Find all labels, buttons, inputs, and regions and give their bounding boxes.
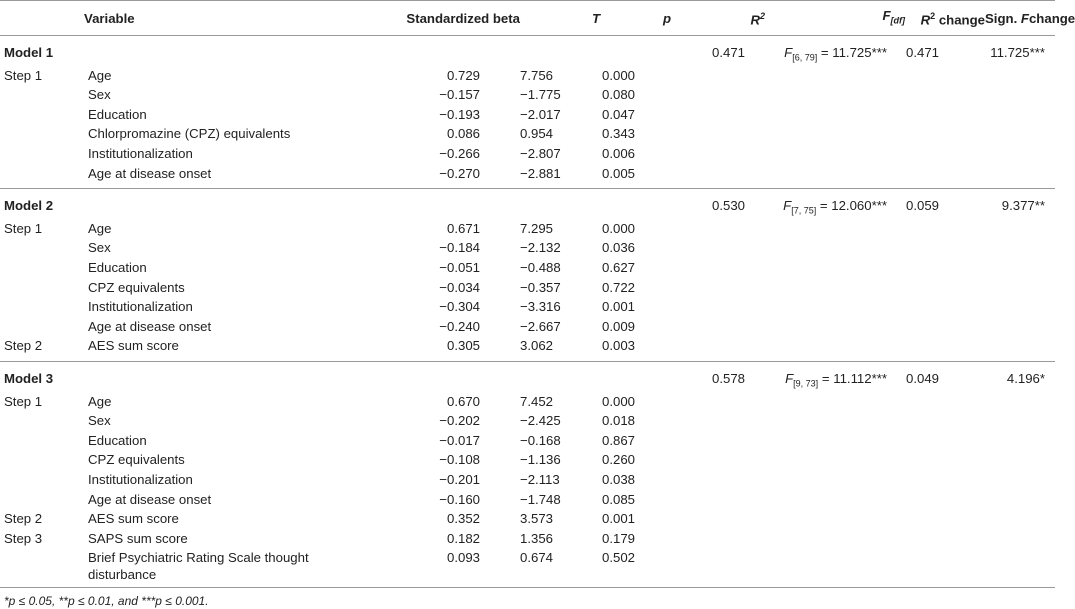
t-value: −2.132 (520, 240, 561, 256)
empty-cell (765, 318, 905, 338)
header-r-squared-change: $R^2$ change (905, 1, 985, 36)
empty-cell (905, 165, 985, 189)
empty-cell (765, 259, 905, 279)
empty-cell (985, 86, 1055, 106)
t-value: 3.062 (520, 338, 554, 354)
header-t: T (520, 1, 600, 36)
t-value: 0.954 (520, 126, 554, 142)
standardized-beta-value: −0.034 (439, 279, 480, 295)
empty-cell (905, 549, 985, 588)
empty-cell (671, 318, 765, 338)
empty-cell (985, 279, 1055, 299)
empty-cell (671, 67, 765, 87)
p-value: 0.000 (601, 220, 635, 236)
model-label: Model 1 (4, 45, 54, 60)
empty-cell (671, 125, 765, 145)
t-value: 7.756 (520, 67, 554, 83)
variable-name: Chlorpromazine (CPZ) equivalents (88, 126, 291, 142)
table-row (0, 86, 1055, 106)
t-value: −0.488 (520, 260, 561, 276)
model-r-squared: 0.578 (711, 371, 745, 386)
table-row (0, 491, 1055, 511)
empty-cell (671, 393, 765, 413)
variable-name: Brief Psychiatric Rating Scale thought disturbance (88, 550, 309, 583)
step-label (0, 471, 84, 491)
p-value: 0.001 (601, 299, 635, 315)
model-r-squared-change: 0.049 (905, 371, 939, 386)
empty-cell (671, 337, 765, 361)
table-row (0, 337, 1055, 361)
step-label (0, 259, 84, 279)
empty-cell (671, 549, 765, 588)
empty-cell (905, 451, 985, 471)
header-sign-f-change: Sign. Fchange (985, 1, 1055, 36)
empty-cell (985, 337, 1055, 361)
empty-cell (905, 298, 985, 318)
empty-cell (765, 220, 905, 240)
empty-cell (905, 220, 985, 240)
standardized-beta-value: 0.729 (446, 67, 480, 83)
empty-cell (765, 86, 905, 106)
step-label: Step 1 (4, 220, 43, 236)
standardized-beta-value: −0.240 (439, 318, 480, 334)
model-header-row (0, 362, 1055, 393)
model-label: Model 3 (4, 371, 54, 386)
empty-cell (985, 67, 1055, 87)
standardized-beta-value: −0.193 (439, 106, 480, 122)
table-row (0, 451, 1055, 471)
variable-name: Age at disease onset (88, 491, 212, 507)
model-f-statistic: $F_{[7, 75]} = 12.060***$ (783, 198, 887, 216)
standardized-beta-value: −0.108 (439, 452, 480, 468)
model-sign-f-change: 4.196* (1006, 371, 1045, 386)
empty-cell (985, 125, 1055, 145)
t-value: −0.168 (520, 432, 561, 448)
variable-name: Age at disease onset (88, 165, 212, 181)
model-1-block (0, 36, 1055, 189)
t-value: −0.357 (520, 279, 561, 295)
empty-cell (985, 239, 1055, 259)
variable-name: AES sum score (88, 338, 179, 354)
empty-cell (765, 432, 905, 452)
p-value: 0.085 (601, 491, 635, 507)
table-row (0, 239, 1055, 259)
p-value: 0.627 (601, 260, 635, 276)
standardized-beta-value: 0.305 (446, 338, 480, 354)
variable-name: Institutionalization (88, 146, 193, 162)
standardized-beta-value: −0.157 (439, 87, 480, 103)
empty-cell (765, 471, 905, 491)
p-value: 0.722 (601, 279, 635, 295)
empty-cell (520, 189, 600, 220)
table-row (0, 165, 1055, 189)
model-r-squared: 0.530 (711, 198, 745, 214)
t-value: 7.452 (520, 393, 554, 409)
table-row (0, 279, 1055, 299)
empty-cell (671, 530, 765, 550)
empty-cell (671, 239, 765, 259)
header-step (0, 1, 84, 36)
empty-cell (671, 412, 765, 432)
empty-cell (671, 86, 765, 106)
standardized-beta-value: −0.160 (439, 491, 480, 507)
model-3-block (0, 362, 1055, 588)
p-value: 0.179 (601, 530, 635, 546)
empty-cell (340, 362, 520, 393)
empty-cell (765, 279, 905, 299)
t-value: −2.113 (520, 472, 560, 488)
empty-cell (340, 189, 520, 220)
empty-cell (905, 259, 985, 279)
header-r-squared: $R^2$ (671, 1, 765, 36)
empty-cell (765, 145, 905, 165)
t-value: −1.136 (520, 452, 561, 468)
model-r-squared-change: 0.059 (905, 198, 939, 214)
variable-name: Age (88, 67, 112, 83)
empty-cell (600, 189, 671, 220)
empty-cell (985, 510, 1055, 530)
step-label: Step 1 (4, 393, 43, 409)
empty-cell (765, 393, 905, 413)
standardized-beta-value: −0.051 (439, 260, 480, 276)
empty-cell (765, 106, 905, 126)
empty-cell (905, 106, 985, 126)
model-r-squared-change: 0.471 (905, 45, 939, 60)
step-label: Step 1 (4, 67, 43, 83)
t-value: −3.316 (520, 299, 561, 315)
variable-name: Education (88, 432, 147, 448)
standardized-beta-value: −0.201 (439, 472, 480, 488)
t-value: −1.748 (520, 491, 561, 507)
header-p: p (600, 1, 671, 36)
empty-cell (765, 67, 905, 87)
step-label (0, 125, 84, 145)
empty-cell (340, 36, 520, 67)
p-value: 0.038 (601, 472, 635, 488)
header-variable: Variable (84, 1, 340, 36)
table-header (0, 1, 1075, 36)
header-standardized-beta: Standardized beta (340, 1, 520, 36)
p-value: 0.047 (601, 106, 635, 122)
step-label (0, 279, 84, 299)
step-label (0, 145, 84, 165)
table-row (0, 67, 1055, 87)
empty-cell (905, 86, 985, 106)
step-label (0, 491, 84, 511)
standardized-beta-value: 0.352 (446, 511, 480, 527)
empty-cell (671, 471, 765, 491)
table-row (0, 530, 1055, 550)
empty-cell (905, 318, 985, 338)
empty-cell (671, 259, 765, 279)
empty-cell (765, 239, 905, 259)
model-sign-f-change: 9.377** (1001, 198, 1045, 214)
standardized-beta-value: −0.017 (439, 432, 480, 448)
empty-cell (905, 239, 985, 259)
step-label: Step 3 (4, 530, 43, 546)
empty-cell (600, 36, 671, 67)
empty-cell (905, 279, 985, 299)
empty-cell (985, 471, 1055, 491)
table-row (0, 510, 1055, 530)
model-r-squared: 0.471 (711, 45, 745, 60)
empty-cell (905, 393, 985, 413)
p-value: 0.343 (601, 126, 635, 142)
header-f-df: $F_{[df]}$ (765, 1, 905, 36)
empty-cell (671, 510, 765, 530)
p-value: 0.036 (601, 240, 635, 256)
empty-cell (905, 471, 985, 491)
empty-cell (985, 412, 1055, 432)
standardized-beta-value: −0.184 (439, 240, 480, 256)
table-row (0, 145, 1055, 165)
p-value: 0.000 (601, 393, 635, 409)
variable-name: Sex (88, 240, 111, 256)
empty-cell (985, 298, 1055, 318)
standardized-beta-value: 0.093 (446, 550, 480, 566)
empty-cell (985, 318, 1055, 338)
p-value: 0.000 (601, 67, 635, 83)
empty-cell (765, 412, 905, 432)
step-label (0, 298, 84, 318)
empty-cell (905, 530, 985, 550)
empty-cell (985, 451, 1055, 471)
table-footnote: *p ≤ 0.05, **p ≤ 0.01, and ***p ≤ 0.001. (4, 594, 209, 608)
table-row (0, 318, 1055, 338)
step-label: Step 2 (4, 511, 43, 527)
p-value: 0.003 (601, 338, 635, 354)
p-value: 0.005 (601, 165, 635, 181)
t-value: −2.881 (520, 165, 561, 181)
t-value: −2.667 (520, 318, 561, 334)
table-row (0, 412, 1055, 432)
empty-cell (985, 145, 1055, 165)
step-label (0, 549, 84, 588)
step-label (0, 432, 84, 452)
empty-cell (765, 451, 905, 471)
empty-cell (985, 393, 1055, 413)
empty-cell (765, 530, 905, 550)
empty-cell (985, 491, 1055, 511)
empty-cell (671, 432, 765, 452)
step-label (0, 318, 84, 338)
empty-cell (985, 549, 1055, 588)
empty-cell (765, 510, 905, 530)
empty-cell (671, 220, 765, 240)
t-value: 3.573 (520, 511, 554, 527)
table-row (0, 393, 1055, 413)
empty-cell (985, 220, 1055, 240)
empty-cell (905, 125, 985, 145)
empty-cell (985, 432, 1055, 452)
empty-cell (600, 362, 671, 393)
standardized-beta-value: −0.304 (439, 299, 480, 315)
p-value: 0.009 (601, 318, 635, 334)
p-value: 0.502 (601, 550, 635, 566)
t-value: 7.295 (520, 220, 554, 236)
empty-cell (671, 106, 765, 126)
p-value: 0.006 (601, 146, 635, 162)
empty-cell (905, 412, 985, 432)
p-value: 0.080 (601, 87, 635, 103)
step-label (0, 412, 84, 432)
table-row (0, 259, 1055, 279)
model-header-row (0, 189, 1055, 220)
standardized-beta-value: −0.266 (439, 146, 480, 162)
variable-name: Age at disease onset (88, 318, 212, 334)
empty-cell (905, 491, 985, 511)
variable-name: Education (88, 106, 147, 122)
empty-cell (765, 337, 905, 361)
step-label (0, 165, 84, 189)
table-row (0, 125, 1055, 145)
variable-name: Age (88, 220, 112, 236)
variable-name: AES sum score (88, 511, 179, 527)
standardized-beta-value: 0.182 (446, 530, 480, 546)
t-value: −2.425 (520, 413, 561, 429)
model-header-row (0, 36, 1055, 67)
empty-cell (671, 165, 765, 189)
variable-name: Education (88, 260, 147, 276)
step-label (0, 239, 84, 259)
empty-cell (905, 510, 985, 530)
empty-cell (671, 145, 765, 165)
step-label (0, 86, 84, 106)
standardized-beta-value: −0.270 (439, 165, 480, 181)
table-row (0, 106, 1055, 126)
model-sign-f-change: 11.725*** (990, 45, 1045, 60)
step-label (0, 106, 84, 126)
variable-name: CPZ equivalents (88, 279, 185, 295)
model-f-statistic: $F_{[6, 79]} = 11.725***$ (784, 45, 887, 63)
model-label: Model 2 (4, 198, 54, 214)
empty-cell (985, 259, 1055, 279)
empty-cell (765, 491, 905, 511)
variable-name: Sex (88, 87, 111, 103)
step-label: Step 2 (4, 338, 43, 354)
empty-cell (905, 145, 985, 165)
variable-name: Institutionalization (88, 299, 193, 315)
table-row (0, 220, 1055, 240)
variable-name: Sex (88, 413, 111, 429)
empty-cell (985, 530, 1055, 550)
empty-cell (765, 549, 905, 588)
empty-cell (905, 432, 985, 452)
empty-cell (671, 279, 765, 299)
t-value: 1.356 (520, 530, 554, 546)
empty-cell (671, 451, 765, 471)
p-value: 0.260 (601, 452, 635, 468)
empty-cell (985, 106, 1055, 126)
variable-name: Age (88, 393, 112, 409)
table-row (0, 471, 1055, 491)
empty-cell (905, 67, 985, 87)
p-value: 0.018 (601, 413, 635, 429)
p-value: 0.867 (601, 432, 635, 448)
model-f-statistic: $F_{[9, 73]} = 11.112***$ (785, 371, 887, 389)
empty-cell (520, 362, 600, 393)
empty-cell (520, 36, 600, 67)
step-label (0, 451, 84, 471)
t-value: −2.807 (520, 146, 561, 162)
table-row (0, 432, 1055, 452)
empty-cell (765, 165, 905, 189)
t-value: −2.017 (520, 106, 561, 122)
empty-cell (671, 491, 765, 511)
model-2-block (0, 189, 1055, 362)
empty-cell (985, 165, 1055, 189)
variable-name: CPZ equivalents (88, 452, 185, 468)
t-value: 0.674 (520, 550, 554, 566)
t-value: −1.775 (520, 87, 561, 103)
empty-cell (765, 298, 905, 318)
standardized-beta-value: 0.671 (446, 220, 480, 236)
empty-cell (905, 337, 985, 361)
variable-name: SAPS sum score (88, 530, 188, 546)
variable-name: Institutionalization (88, 472, 193, 488)
standardized-beta-value: 0.670 (446, 393, 480, 409)
empty-cell (765, 125, 905, 145)
empty-cell (671, 298, 765, 318)
table-row (0, 298, 1055, 318)
table-row (0, 549, 1055, 588)
standardized-beta-value: −0.202 (439, 413, 480, 429)
p-value: 0.001 (601, 511, 635, 527)
standardized-beta-value: 0.086 (446, 126, 480, 142)
